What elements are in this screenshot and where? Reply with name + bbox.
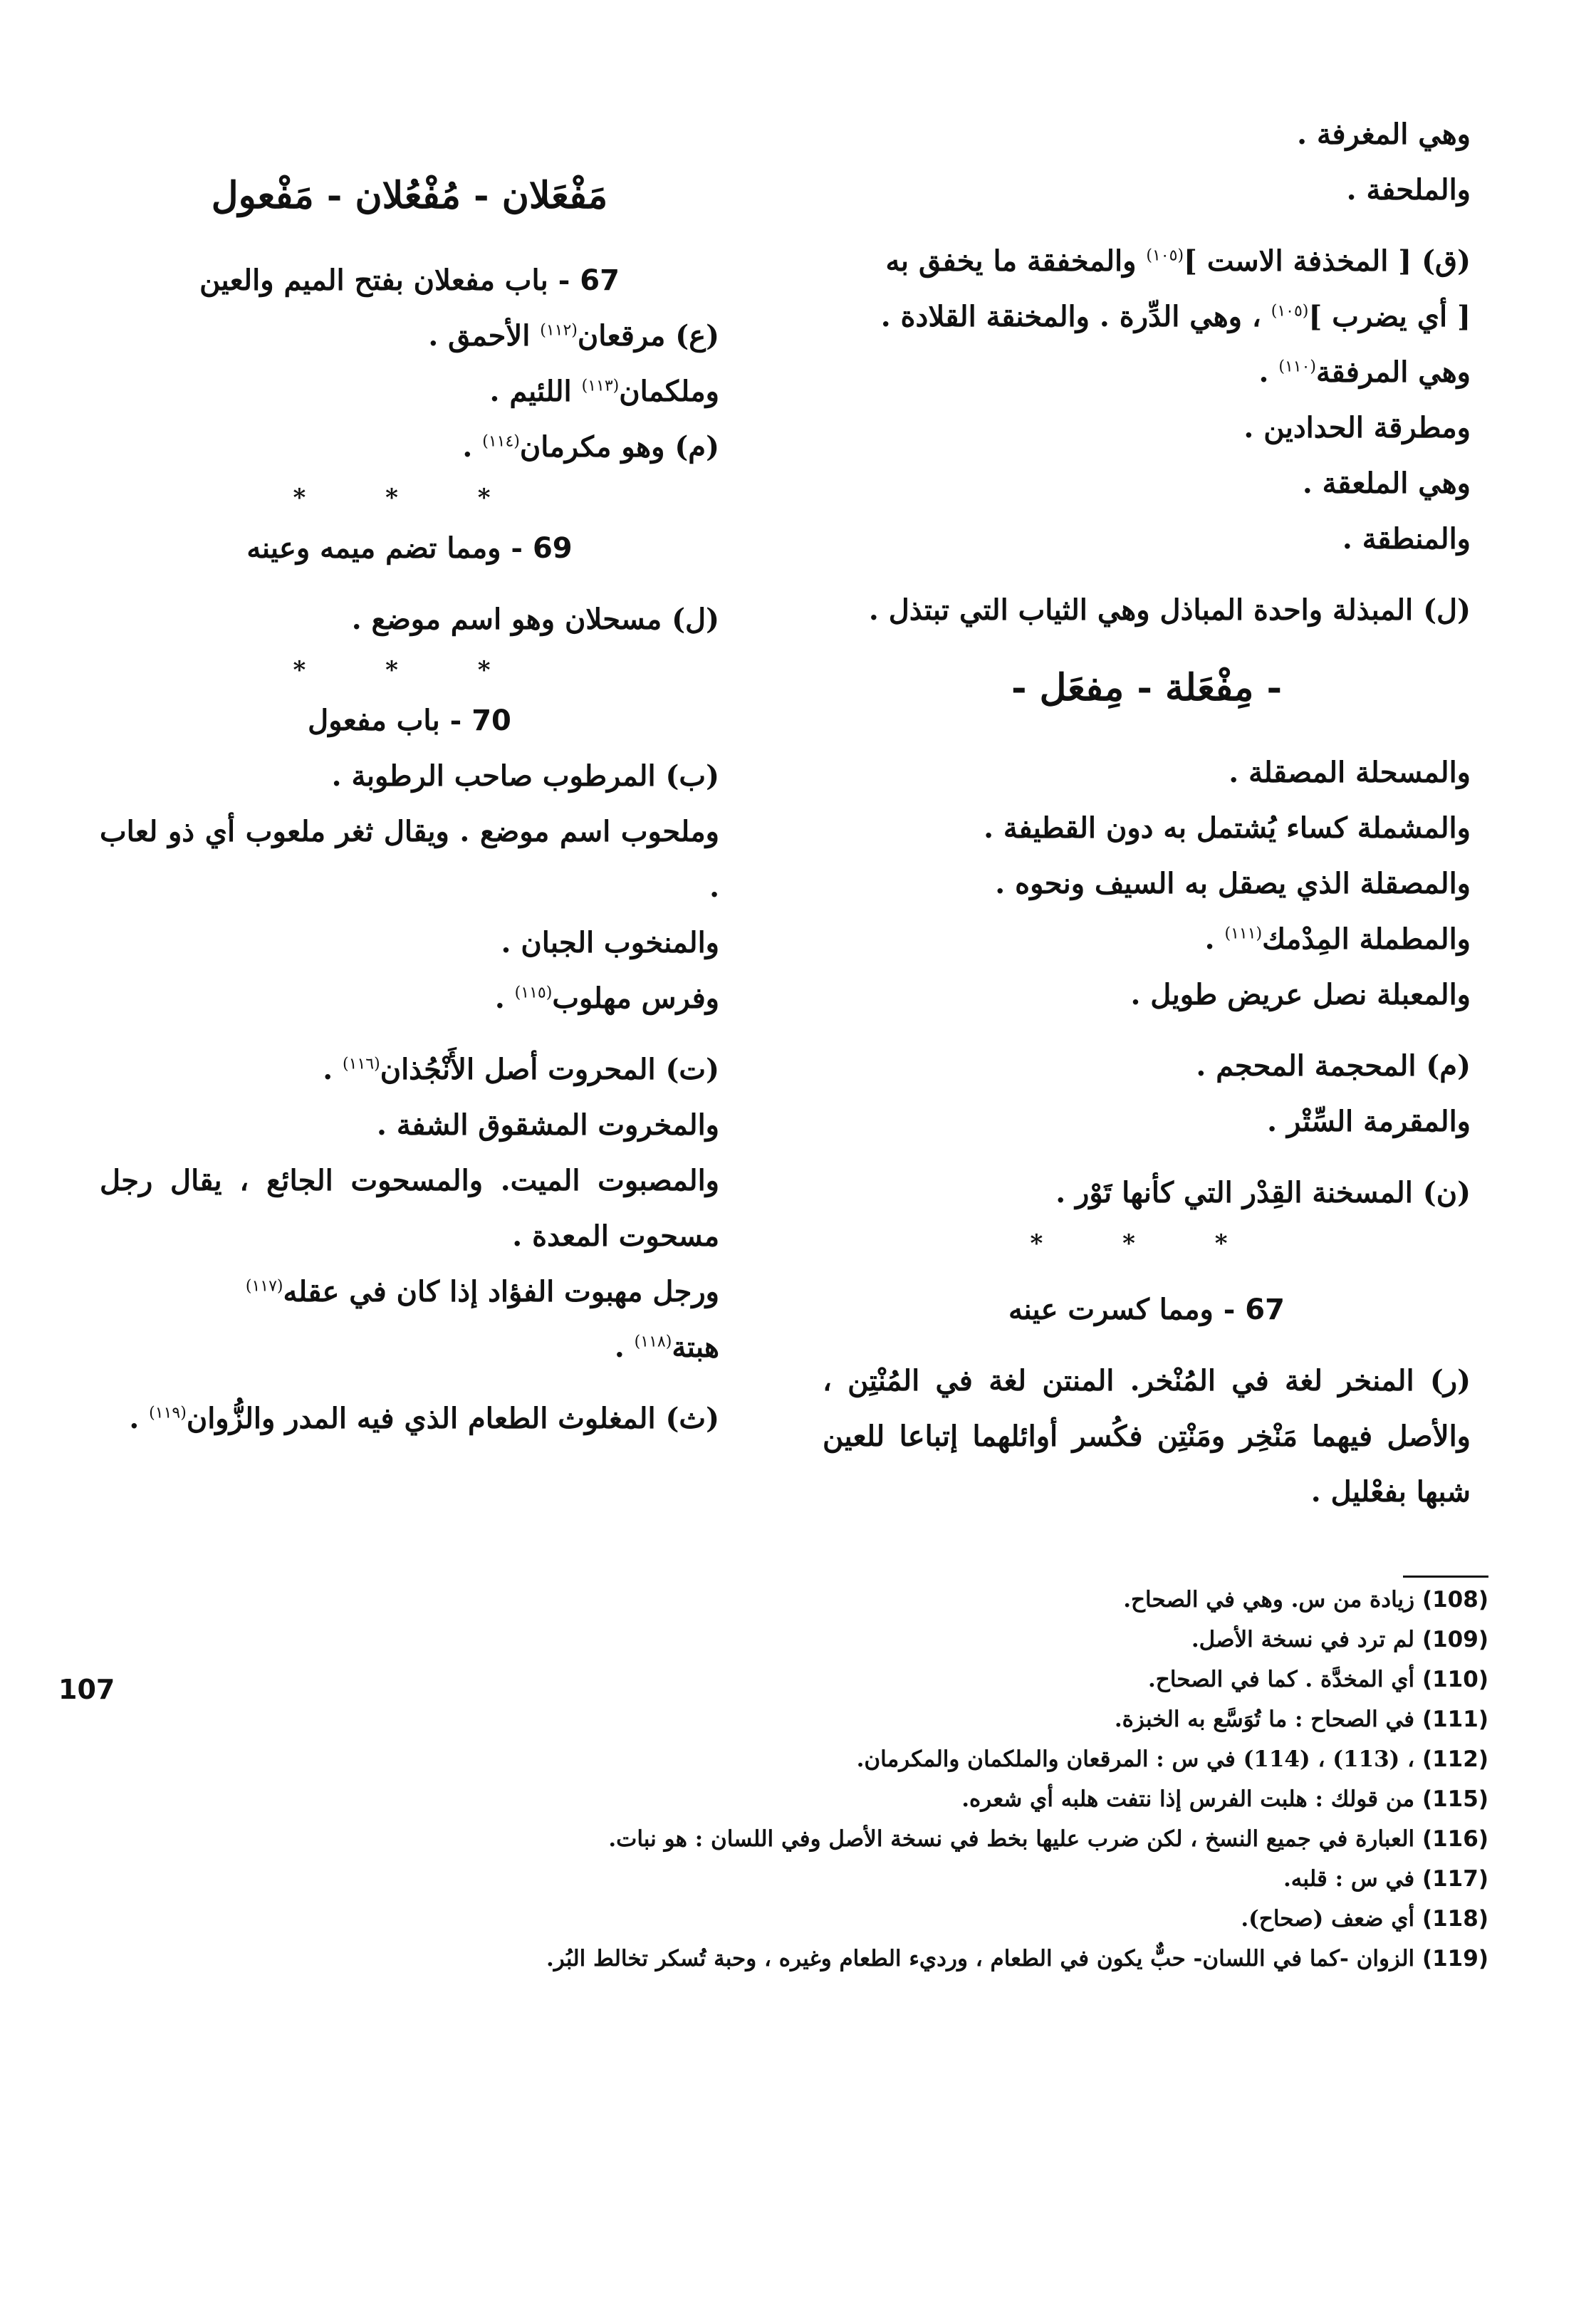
footnote: (115) من قولك : هلبت الفرس إذا نتفت هلبه أي شعره. — [961, 1786, 1488, 1812]
text-line: والمسحلة المصقلة . — [1229, 756, 1471, 789]
text-line: (ت) المحروت أصل الأَنْجُذان$^{(١١٦)}$ . — [323, 1053, 719, 1086]
section-heading: 67 - باب مفعلان بفتح الميم والعين — [199, 264, 620, 297]
text-line: (م) وهو مكرمان$^{(١١٤)}$ . — [462, 430, 719, 464]
separator-stars: * * * — [293, 484, 526, 512]
text-line: وفرس مهلوب$^{(١١٥)}$ . — [494, 981, 719, 1015]
text-line: (ن) المسخنة القِدْر التي كأنها تَوْر . — [1055, 1176, 1471, 1209]
footnote: (111) في الصحاح : ما تُوَسَّع به الخبزة. — [1114, 1707, 1488, 1732]
text-line: وهي الملعقة . — [1302, 467, 1471, 500]
footnote: (119) الزوان -كما في اللسان- حبٌّ يكون في الطعام ، ورديء الطعام وغيره ، وحبة تُسكر تخالط البُر. — [546, 1946, 1488, 1972]
text-line: [ أي يضرب ]$^{(١٠٥)}$ ، وهي الدِّرة . والمخنقة القلادة . — [880, 300, 1471, 333]
footnote: (110) أي المخدَّة . كما في الصحاح. — [1148, 1667, 1488, 1692]
footnote: (118) أي ضعف (صحاح). — [1241, 1906, 1488, 1932]
text-line: والمنطقة . — [1342, 522, 1471, 556]
text-line: (م) المحجمة المحجم . — [1196, 1049, 1471, 1083]
text-line: (ق) [ المخذفة الاست ]$^{(١٠٥)}$ والمخفقة ما يخفق به — [885, 244, 1471, 278]
text-line: والمطملة المِدْمك$^{(١١١)}$ . — [1204, 922, 1471, 956]
footnote-ref: (١١٢) — [540, 321, 578, 340]
footnotes — [185, 1580, 1488, 1979]
section-heading: 69 - ومما تضم ميمه وعينه — [246, 531, 573, 565]
left-column — [100, 160, 719, 1447]
text-line: (ل) المبذلة واحدة المباذل وهي الثياب التي تبتذل . — [868, 593, 1471, 627]
text-line: والمعبلة نصل عريض طويل . — [1130, 978, 1471, 1011]
text-line: والمصقلة الذي يصقل به السيف ونحوه . — [995, 867, 1471, 900]
footnote-ref: (١١٤) — [482, 432, 520, 451]
text-line: وهي المغرفة . — [1297, 118, 1471, 151]
footnote-rule — [1403, 1576, 1488, 1578]
footnote-ref: (١١١) — [1224, 925, 1263, 943]
paragraph: وملحوب اسم موضع . ويقال ثغر ملعوب أي ذو لعاب . — [100, 815, 719, 904]
text-line: والمنخوب الجبان . — [501, 926, 719, 959]
text-line: وملكمان$^{(١١٣)}$ اللئيم . — [489, 375, 719, 408]
text-line: والملحفة . — [1346, 173, 1471, 207]
footnote: (109) لم ترد في نسخة الأصل. — [1191, 1627, 1488, 1652]
footnote-ref: (١٠٥) — [1146, 246, 1184, 265]
text-line: (ب) المرطوب صاحب الرطوبة . — [331, 759, 719, 793]
text-line: (ع) مرقعان$^{(١١٢)}$ الأحمق . — [428, 319, 719, 353]
footnote-ref: (١١٠) — [1278, 358, 1317, 376]
text-line: ومطرقة الحدادين . — [1243, 411, 1471, 444]
footnote-ref: (١١٣) — [581, 377, 620, 395]
footnote-ref: (١١٨) — [634, 1333, 672, 1351]
footnote-ref: (١١٦) — [343, 1055, 380, 1073]
separator-stars: * * * — [1030, 1229, 1263, 1258]
paragraph: والمصبوت الميت. والمسحوت الجائع ، يقال رجل مسحوت المعدة . — [100, 1164, 719, 1253]
text-line: والمقرمة السِّتْر . — [1267, 1105, 1471, 1138]
footnote-ref: (١١٥) — [514, 984, 553, 1002]
text-line: والمشملة كساء يُشتمل به دون القطيفة . — [984, 811, 1471, 845]
text-line: هبتة$^{(١١٨)}$ . — [614, 1331, 719, 1364]
page-number: 107 — [58, 1674, 115, 1705]
text-line: ورجل مهبوت الفؤاد إذا كان في عقله$^{(١١٧)}$ — [245, 1275, 719, 1308]
section-heading: 70 - باب مفعول — [308, 704, 511, 737]
footnote: (117) في س : قلبه. — [1283, 1866, 1488, 1892]
section-title: - مِفْعَلة - مِفعَل - — [1011, 666, 1283, 709]
section-heading: 67 - ومما كسرت عينه — [1008, 1293, 1285, 1326]
text-line: وهي المرفقة$^{(١١٠)}$ . — [1258, 355, 1471, 389]
footnote-ref: (١٠٥) — [1271, 302, 1309, 321]
right-column — [823, 107, 1471, 1520]
paragraph: (ر) المنخر لغة في المُنْخر. المنتن لغة في المُنْتِن ، والأصل فيهما مَنْخِر ومَنْتِن فكُسر أوائلهما إتباعا للعين شبها بفعْليل . — [823, 1364, 1471, 1509]
footnote: (116) العبارة في جميع النسخ ، لكن ضرب عليها بخط في نسخة الأصل وفي اللسان : هو نبات. — [608, 1826, 1488, 1852]
separator-stars: * * * — [293, 656, 526, 684]
footnote-ref: (١١٩) — [149, 1404, 187, 1422]
text-line: (ث) المغلوث الطعام الذي فيه المدر والزُّوان$^{(١١٩)}$ . — [129, 1402, 719, 1435]
footnote: (108) زيادة من س. وهي في الصحاح. — [1123, 1587, 1488, 1613]
section-title: مَفْعَلان - مُفْعُلان - مَفْعول — [211, 174, 608, 217]
text-line: والمخروت المشقوق الشفة . — [376, 1108, 719, 1142]
footnote: (112) ، (113) ، (114) في س : المرقعان والملكمان والمكرمان. — [856, 1746, 1488, 1772]
footnote-ref: (١١٧) — [245, 1277, 283, 1296]
text-line: (ل) مسحلان وهو اسم موضع . — [351, 603, 719, 636]
